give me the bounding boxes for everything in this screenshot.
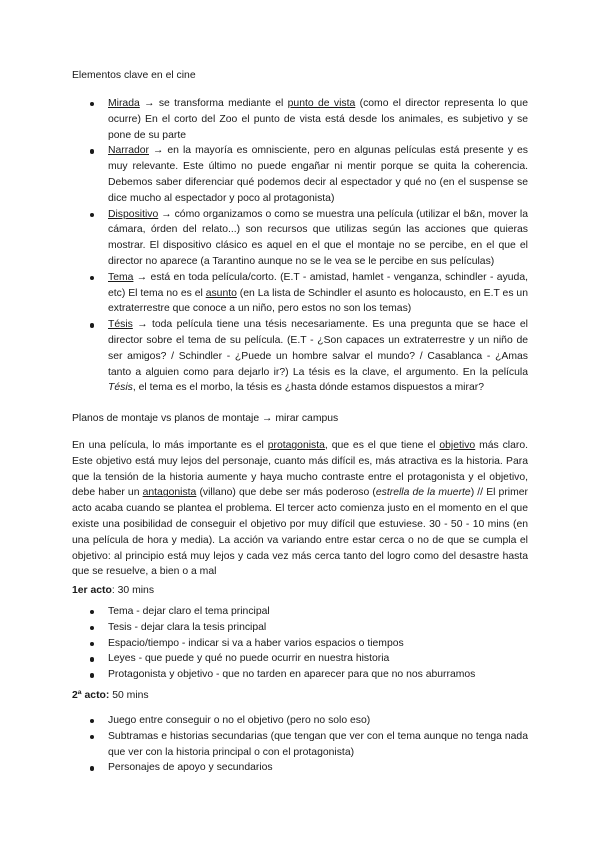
bullet-icon — [90, 766, 94, 770]
bullet-icon — [90, 642, 94, 646]
list-item: Juego entre conseguir o no el objetivo (pero no solo eso) — [72, 713, 528, 729]
term-mirada: Mirada — [108, 98, 140, 109]
list-item: Subtramas e historias secundarias (que tengan que ver con el tema aunque no tenga nada que ver con la historia principal o con el protagonista) — [72, 729, 528, 761]
bullet-icon — [90, 657, 94, 661]
list-item: Tema → está en toda película/corto. (E.T - amistad, hamlet - venganza, schindler - ayuda, etc) El tema no es el asunto (en La lista de Schindler el asunto es holocausto, en E.T es un extraterrestre que conoce a un niño, pero estos no son los temas) — [72, 270, 528, 317]
term-tema: Tema — [108, 271, 134, 283]
list-item: Tésis → toda película tiene una tésis necesariamente. Es una pregunta que se hace el director sobre el tema de su película. (E.T - ¿Son capaces un extraterrestre y un niño de ser amigos? / Schindler - ¿Puede un hombre salvar el mundo? / Casablanca - ¿Amas tanto a alguien como para dejarlo ir?) La tésis es la clave, el argumento. En la película Tésis, el tema es el morbo, la tésis es ¿hasta dónde estamos dispuestos a mirar? — [72, 317, 528, 396]
planos-note: Planos de montaje vs planos de montaje → mirar campus — [72, 413, 339, 424]
section-heading-elements: Elementos clave en el cine — [72, 70, 196, 81]
bullet-icon — [90, 323, 94, 327]
list-item: Tesis - dejar clara la tesis principal — [72, 620, 528, 636]
list-item: Personajes de apoyo y secundarios — [72, 760, 528, 776]
act2-list — [72, 713, 528, 776]
bullet-icon — [90, 673, 94, 677]
act2-heading: 2ª acto: 50 mins — [72, 690, 149, 701]
example-italic: estrella de la muerte — [375, 487, 471, 499]
bullet-icon — [90, 719, 94, 723]
term-narrador: Narrador — [108, 145, 149, 157]
bullet-icon — [90, 735, 94, 739]
bullet-icon — [90, 149, 94, 153]
term-punto-de-vista: punto de vista — [287, 98, 356, 109]
main-paragraph: En una película, lo más importante es el protagonista, que es el que tiene el objetivo más claro. Este objetivo está muy lejos del personaje, cuanto más difícil es, más atractiva es la historia. Para que la tensión de la historia aumente y haya mucho contraste entre el protagonista y el objetivo, debe haber un antagonista (villano) que debe ser más poderoso (estrella de la muerte) // El primer acto acaba cuando se plantea el problema. El tercer acto comienza justo en el momento en el que existe una posibilidad de conseguir el objetivo por muy difícil que estuviese. 30 - 50 - 10 mins (en una película de hora y media). La acción va variando entre estar cerca o no de que se cumpla el objetivo: al principio está muy lejos y cada vez más cerca tanto del logro como del desastre hasta que se resuelve, a bien o a mal — [72, 440, 529, 578]
bullet-icon — [90, 276, 94, 280]
term-objetivo: objetivo — [439, 440, 476, 451]
act1-list — [72, 604, 528, 683]
list-item: Protagonista y objetivo - que no tarden en aparecer para que no nos aburramos — [72, 667, 528, 683]
term-antagonista: antagonista — [142, 487, 197, 499]
bullet-icon — [90, 626, 94, 630]
list-item: Mirada → se transforma mediante el punto de vista (como el director representa lo que ocurre) En el corto del Zoo el punto de vista está desde los animales, es subjetivo y se pone de su parte — [72, 96, 528, 143]
term-dispositivo: Dispositivo — [108, 208, 159, 220]
film-title-tesis: Tésis — [108, 382, 133, 394]
bullet-icon — [90, 213, 94, 217]
list-item: Leyes - que puede y qué no puede ocurrir en nuestra historia — [72, 651, 528, 667]
term-tesis: Tésis — [108, 319, 133, 331]
bullet-icon — [90, 610, 94, 614]
bullet-icon — [90, 102, 94, 106]
act1-heading: 1er acto: 30 mins — [72, 585, 155, 596]
list-item: Narrador → en la mayoría es omnisciente, pero en algunas películas está presente y es muy relevante. Este último no puede engañar ni mentir porque se quita la coherencia. Debemos saber diferenciar qué podemos decir al espectador y qué no (en el suspense se dice mucho al espectador y poco al protagonista) — [72, 143, 528, 206]
list-item: Espacio/tiempo - indicar si va a haber varios espacios o tiempos — [72, 636, 528, 652]
elements-list — [72, 96, 528, 396]
list-item: Dispositivo → cómo organizamos o como se muestra una película (utilizar el b&n, mover la cámara, órden del relato...) son recursos que utilizas según las acciones que quieras mostrar. El dispositivo clásico es aquel en el que el montaje no se percibe, en el que el director no aparece (a Tarantino aunque no se le vea se le percibe en sus películas) — [72, 207, 528, 270]
term-protagonista: protagonista — [267, 440, 325, 451]
list-item: Tema - dejar claro el tema principal — [72, 604, 528, 620]
term-asunto: asunto — [205, 287, 237, 299]
